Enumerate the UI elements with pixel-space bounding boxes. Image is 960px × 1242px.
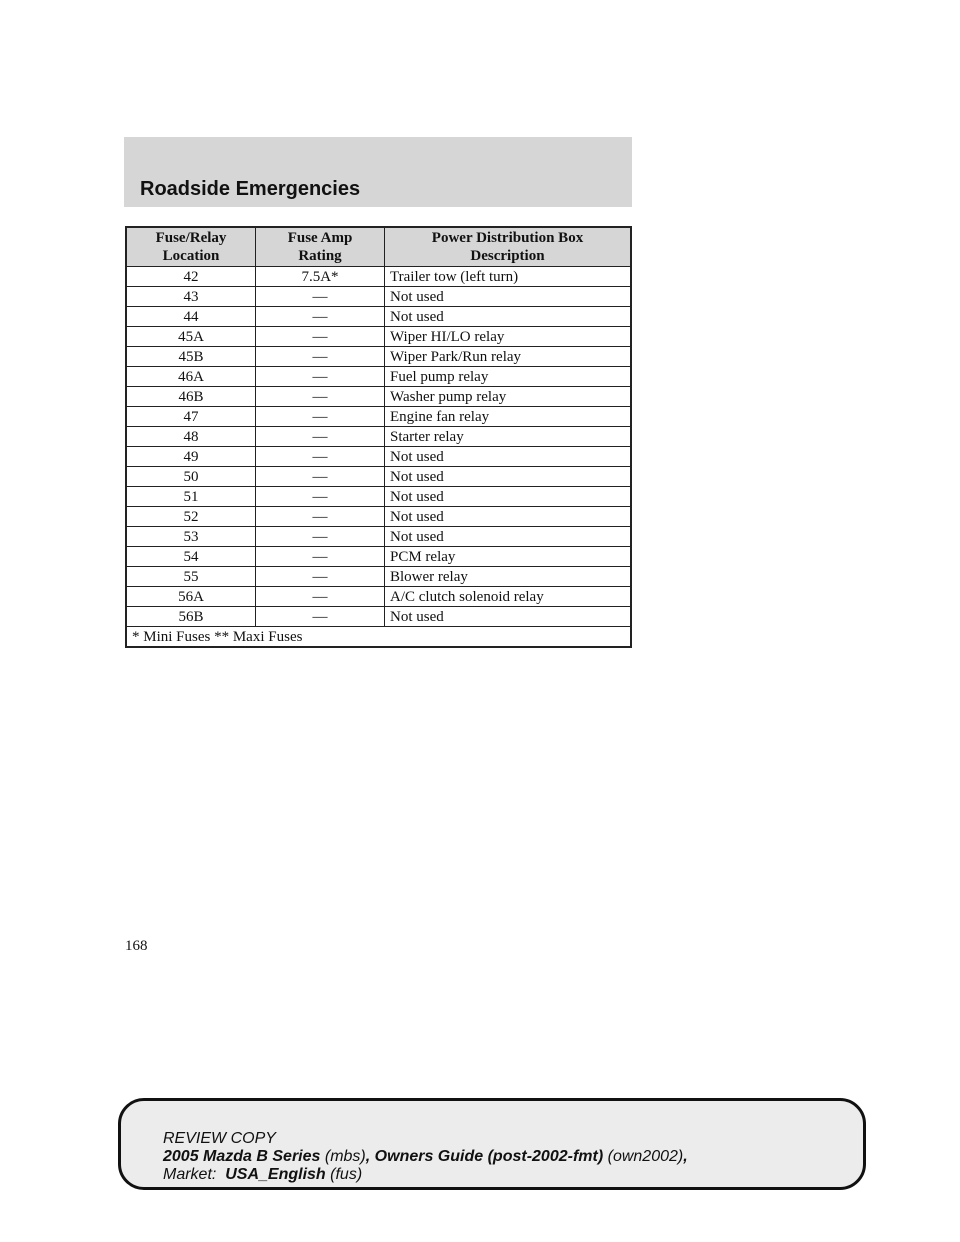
table-row — [126, 267, 631, 287]
cell-description: Engine fan relay — [385, 407, 632, 427]
table-row — [126, 527, 631, 547]
cell-description: Not used — [385, 507, 632, 527]
cell-location: 45B — [126, 347, 256, 367]
footnote: * Mini Fuses ** Maxi Fuses — [126, 627, 631, 648]
cell-description: Trailer tow (left turn) — [385, 267, 632, 287]
table-row — [126, 507, 631, 527]
cell-description: Fuel pump relay — [385, 367, 632, 387]
cell-description: Washer pump relay — [385, 387, 632, 407]
cell-location: 48 — [126, 427, 256, 447]
cell-rating: — — [256, 287, 385, 307]
market-code: (fus) — [330, 1166, 363, 1183]
cell-location: 51 — [126, 487, 256, 507]
cell-location: 53 — [126, 527, 256, 547]
cell-rating: — — [256, 507, 385, 527]
cell-rating: — — [256, 307, 385, 327]
cell-location: 45A — [126, 327, 256, 347]
guide-code: (own2002) — [607, 1148, 684, 1165]
table-row — [126, 467, 631, 487]
table-row — [126, 307, 631, 327]
col-header-description: Power Distribution Box Description — [385, 227, 632, 267]
cell-description: Not used — [385, 487, 632, 507]
cell-rating: — — [256, 547, 385, 567]
review-copy-label: REVIEW COPY — [163, 1130, 276, 1147]
cell-description: Blower relay — [385, 567, 632, 587]
table-row — [126, 607, 631, 627]
cell-rating: — — [256, 387, 385, 407]
cell-location: 46A — [126, 367, 256, 387]
col-header-location: Fuse/Relay Location — [126, 227, 256, 267]
guide-name: Owners Guide (post-2002-fmt) — [374, 1148, 604, 1165]
model-code: (mbs) — [324, 1148, 366, 1165]
cell-location: 56B — [126, 607, 256, 627]
table-row — [126, 547, 631, 567]
cell-description: Starter relay — [385, 427, 632, 447]
cell-rating: — — [256, 367, 385, 387]
cell-rating: — — [256, 347, 385, 367]
cell-location: 52 — [126, 507, 256, 527]
cell-description: PCM relay — [385, 547, 632, 567]
market-value: USA_English — [225, 1166, 326, 1183]
table-row — [126, 387, 631, 407]
market-label: Market: — [163, 1166, 217, 1183]
cell-description: Not used — [385, 527, 632, 547]
cell-rating: — — [256, 427, 385, 447]
cell-description: A/C clutch solenoid relay — [385, 587, 632, 607]
fuse-table — [125, 226, 632, 648]
review-copy-footer: REVIEW COPY 2005 Mazda B Series (mbs), Owners Guide (post-2002-fmt) (own2002), Market: USA_English (fus) — [118, 1098, 866, 1190]
section-title: Roadside Emergencies — [140, 178, 361, 200]
table-row — [126, 407, 631, 427]
cell-rating: — — [256, 567, 385, 587]
cell-location: 42 — [126, 267, 256, 287]
cell-location: 47 — [126, 407, 256, 427]
cell-location: 54 — [126, 547, 256, 567]
cell-location: 44 — [126, 307, 256, 327]
cell-description: Not used — [385, 447, 632, 467]
cell-description: Not used — [385, 287, 632, 307]
cell-rating: 7.5A* — [256, 267, 385, 287]
cell-description: Not used — [385, 307, 632, 327]
cell-description: Not used — [385, 607, 632, 627]
cell-location: 43 — [126, 287, 256, 307]
footnote-row — [126, 627, 631, 648]
cell-rating: — — [256, 447, 385, 467]
cell-rating: — — [256, 607, 385, 627]
cell-description: Not used — [385, 467, 632, 487]
cell-rating: — — [256, 467, 385, 487]
cell-rating: — — [256, 527, 385, 547]
cell-location: 46B — [126, 387, 256, 407]
cell-rating: — — [256, 327, 385, 347]
cell-rating: — — [256, 487, 385, 507]
table-row — [126, 567, 631, 587]
cell-location: 49 — [126, 447, 256, 467]
table-row — [126, 487, 631, 507]
cell-location: 56A — [126, 587, 256, 607]
cell-description: Wiper HI/LO relay — [385, 327, 632, 347]
col-header-rating: Fuse Amp Rating — [256, 227, 385, 267]
table-row — [126, 287, 631, 307]
table-row — [126, 587, 631, 607]
cell-location: 50 — [126, 467, 256, 487]
table-row — [126, 327, 631, 347]
table-row — [126, 347, 631, 367]
model-name: 2005 Mazda B Series — [163, 1148, 321, 1165]
cell-rating: — — [256, 407, 385, 427]
cell-location: 55 — [126, 567, 256, 587]
table-header-row — [126, 227, 631, 267]
page-number: 168 — [125, 938, 148, 954]
section-header — [124, 137, 632, 207]
table-row — [126, 427, 631, 447]
table-row — [126, 367, 631, 387]
cell-description: Wiper Park/Run relay — [385, 347, 632, 367]
table-row — [126, 447, 631, 467]
cell-rating: — — [256, 587, 385, 607]
